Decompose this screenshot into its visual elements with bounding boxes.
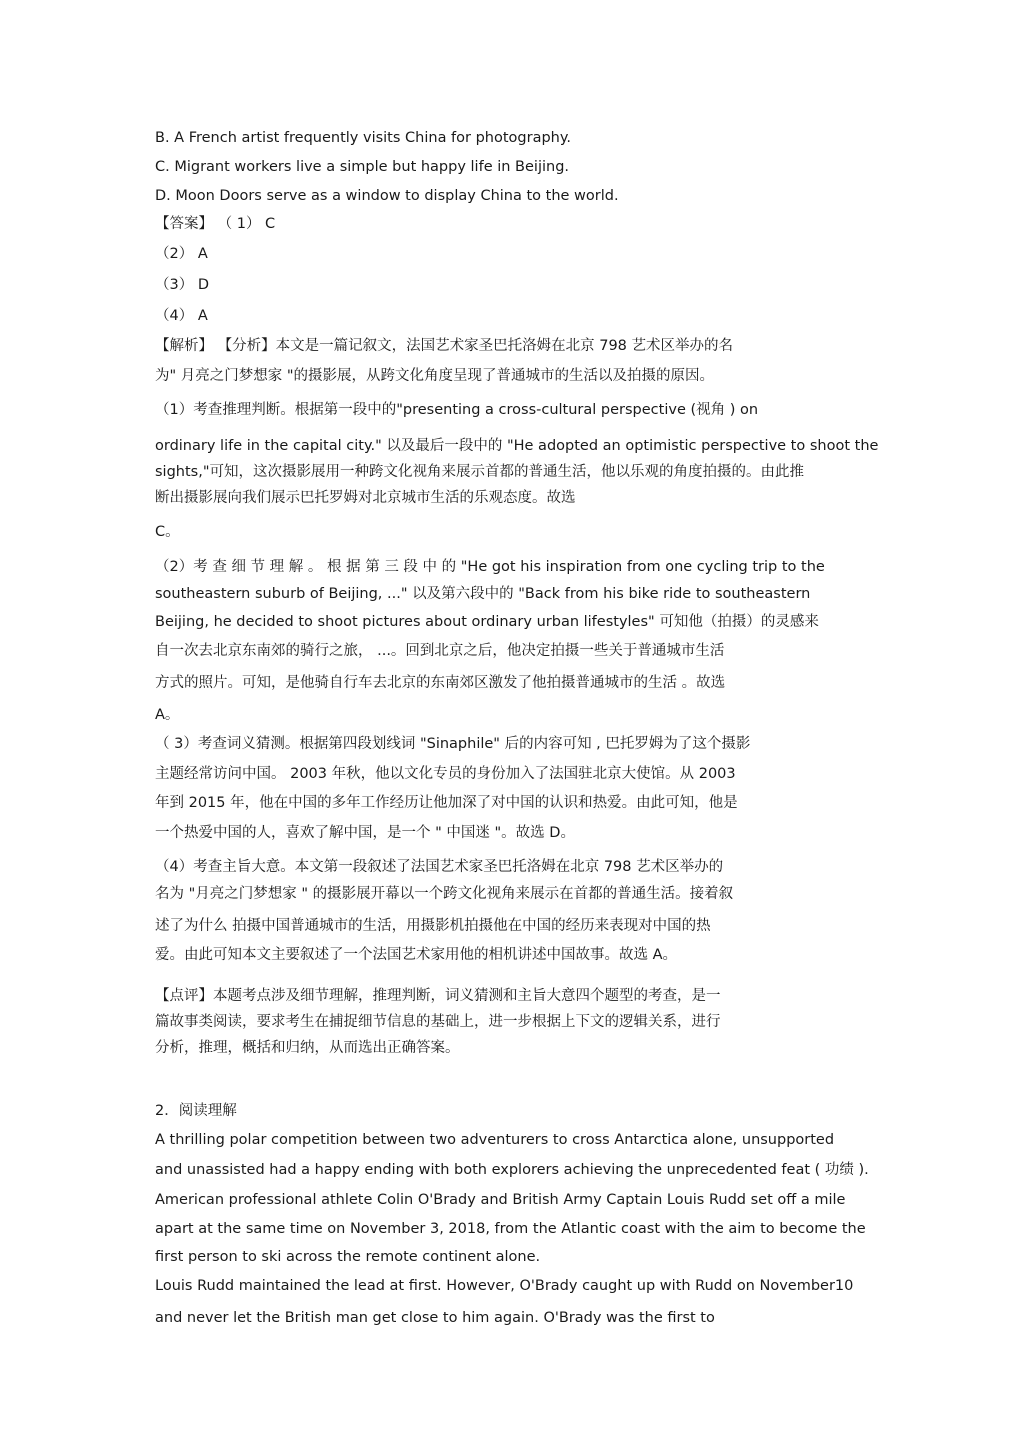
- analysis-line: ordinary life in the capital city." 以及最后一段中的 "He adopted an optimistic perspective to shoot the: [155, 438, 879, 454]
- analysis-line: 一个热爱中国的人，喜欢了解中国，是一个 " 中国迷 "。故选 D。: [155, 825, 575, 841]
- analysis-line: C。: [155, 524, 180, 540]
- analysis-line: （1）考查推理判断。根据第一段中的"presenting a cross-cultural perspective (视角 ) on: [155, 402, 759, 418]
- passage-line: apart at the same time on November 3, 2018, from the Atlantic coast with the aim to become the: [155, 1221, 866, 1237]
- passage-line: American professional athlete Colin O'Brady and British Army Captain Louis Rudd set off a mile: [155, 1192, 846, 1208]
- analysis-line: 主题经常访问中国。 2003 年秋，他以文化专员的身份加入了法国驻北京大使馆。从 2003: [155, 766, 736, 782]
- comment-line: 篇故事类阅读，要求考生在捕捉细节信息的基础上，进一步根据上下文的逻辑关系，进行: [155, 1014, 721, 1030]
- analysis-line: （ 3）考查词义猜测。根据第四段划线词 "Sinaphile" 后的内容可知 , 巴托罗姆为了这个摄影: [155, 736, 751, 752]
- passage-line: and never let the British man get close to him again. O'Brady was the first to: [155, 1310, 715, 1326]
- analysis-line: 【解析】 【分析】本文是一篇记叙文，法国艺术家圣巴托洛姆在北京 798 艺术区举办的名: [155, 338, 733, 354]
- answer-line-4: （4） A: [155, 308, 208, 324]
- passage-line: first person to ski across the remote continent alone.: [155, 1249, 541, 1265]
- comment-line: 【点评】本题考点涉及细节理解，推理判断，词义猜测和主旨大意四个题型的考查，是一: [155, 988, 721, 1004]
- analysis-line: 述了为什么 拍摄中国普通城市的生活，用摄影机拍摄他在中国的经历来表现对中国的热: [155, 918, 711, 934]
- option-d: D. Moon Doors serve as a window to display China to the world.: [155, 188, 619, 204]
- analysis-line: 年到 2015 年，他在中国的多年工作经历让他加深了对中国的认识和热爱。由此可知，他是: [155, 795, 738, 811]
- analysis-line: 爱。由此可知本文主要叙述了一个法国艺术家用他的相机讲述中国故事。故选 A。: [155, 947, 678, 963]
- analysis-line: 自一次去北京东南郊的骑行之旅， ...。回到北京之后，他决定拍摄一些关于普通城市生活: [155, 643, 725, 659]
- analysis-line: A。: [155, 707, 180, 723]
- answer-line-3: （3） D: [155, 277, 209, 293]
- option-b: B. A French artist frequently visits China for photography.: [155, 130, 571, 146]
- analysis-line: 为" 月亮之门梦想家 "的摄影展，从跨文化角度呈现了普通城市的生活以及拍摄的原因。: [155, 368, 715, 384]
- answer-line-2: （2） A: [155, 246, 208, 262]
- section-heading: 2．阅读理解: [155, 1103, 237, 1119]
- analysis-line: （2）考 查 细 节 理 解 。 根 据 第 三 段 中 的 "He got his inspiration from one cycling trip to the: [155, 559, 825, 575]
- analysis-line: 方式的照片。可知，是他骑自行车去北京的东南郊区激发了他拍摄普通城市的生活 。故选: [155, 675, 726, 691]
- analysis-line: 名为 "月亮之门梦想家 " 的摄影展开幕以一个跨文化视角来展示在首都的普通生活。接着叙: [155, 886, 734, 902]
- passage-line: Louis Rudd maintained the lead at first. However, O'Brady caught up with Rudd on November10: [155, 1278, 854, 1294]
- analysis-line: 断出摄影展向我们展示巴托罗姆对北京城市生活的乐观态度。故选: [155, 490, 576, 506]
- option-c: C. Migrant workers live a simple but happy life in Beijing.: [155, 159, 570, 175]
- comment-line: 分析，推理，概括和归纳，从而选出正确答案。: [155, 1040, 460, 1056]
- passage-line: A thrilling polar competition between two adventurers to cross Antarctica alone, unsupported: [155, 1132, 835, 1148]
- analysis-line: （4）考查主旨大意。本文第一段叙述了法国艺术家圣巴托洛姆在北京 798 艺术区举办的: [155, 859, 724, 875]
- analysis-line: Beijing, he decided to shoot pictures about ordinary urban lifestyles" 可知他（拍摄）的灵感来: [155, 614, 819, 630]
- passage-line: and unassisted had a happy ending with both explorers achieving the unprecedented feat ( 功绩 ).: [155, 1162, 869, 1178]
- analysis-line: sights,"可知，这次摄影展用一种跨文化视角来展示首都的普通生活，他以乐观的角度拍摄的。由此推: [155, 464, 804, 480]
- answer-line-1: 【答案】 （ 1） C: [155, 216, 276, 232]
- analysis-line: southeastern suburb of Beijing, ..." 以及第六段中的 "Back from his bike ride to southeastern: [155, 586, 811, 602]
